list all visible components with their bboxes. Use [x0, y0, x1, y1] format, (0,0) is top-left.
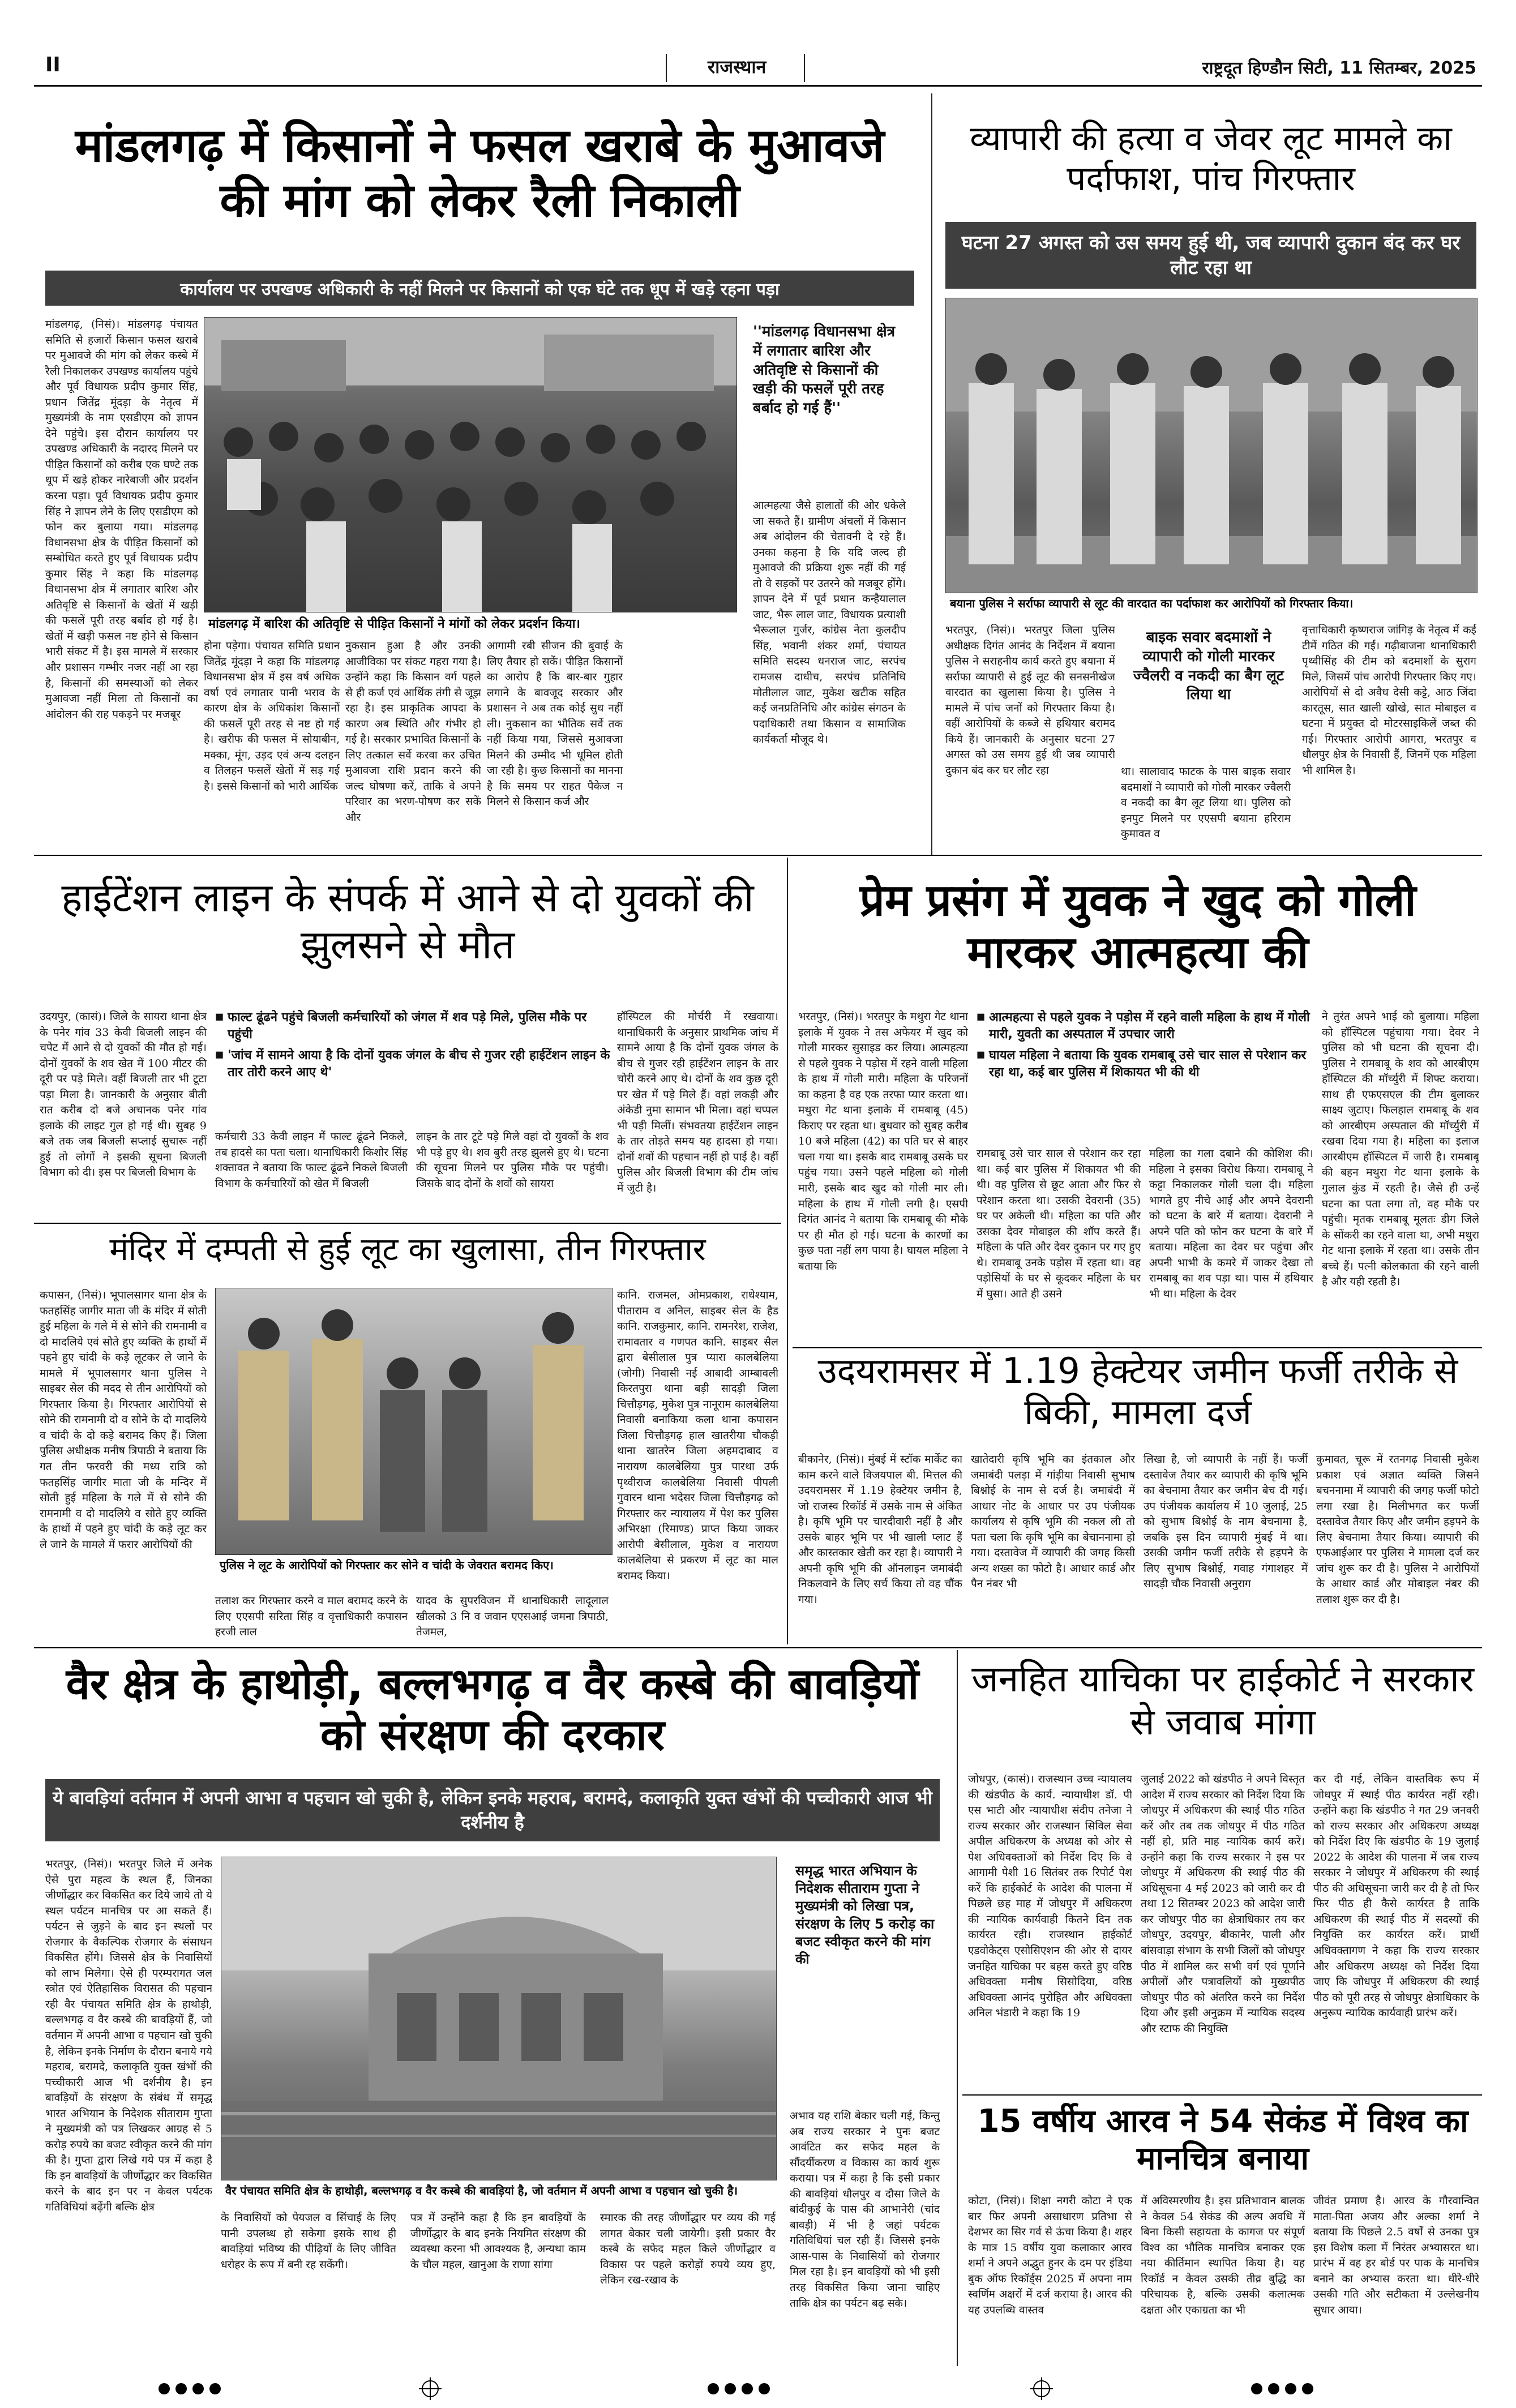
article-hightension	[34, 858, 781, 1220]
col-2: में अविस्मरणीय है। इस प्रतिभावान बालक ने केवल 54 सेकंड की अल्प अवधि में बिना किसी सहायता के कागज पर संपूर्ण विश्व का भौतिक मानचित्र बनाकर एक नया कीर्तिमान स्थापित किया है। यह रिकॉर्ड न केवल उसकी तीव्र बुद्धि का परिचायक है, बल्कि उसकी कलात्मक दक्षता और एकाग्रता का भी	[1141, 2195, 1305, 2316]
divider-row-1	[34, 855, 1482, 856]
crowd-illustration	[204, 318, 736, 612]
col-3: पत्र में उन्होंने कहा है कि इन बावड़ियों के जीर्णोद्धार के बाद इनके नियमित संरक्षण की व्यवस्था करना भी आवश्यक है, अन्यथा काम के चौल महल, खानुआ के राणा सांगा	[410, 2212, 586, 2271]
subheadline: ये बावड़ियां वर्तमान में अपनी आभा व पहचान खो चुकी है, लेकिन इनके महराब, बरामदे, कलाकृति युक्त खंभों की पच्चीकारी आज भी दर्शनीय है	[45, 1779, 940, 1841]
col-1: भरतपुर, (निसं)। भरतपुर के मथुरा गेट थाना इलाके में युवक ने तस अफेयर में खुद को गोली मारकर सुसाइड कर लिया। आत्महत्या से पहले युवक ने पड़ोस में रहने वाली महिला के हाथ में गोली मारी। महिला के परिजनों का कहना है वह एक तरफा प्यार करता था। मथुरा गेट थाना इलाके में रामबाबू (45) किराए पर रहता था। बुधवार को सुबह करीब 10 बजे महिला (42) का पति घर से बाहर चला गया था। इसके बाद रामबाबू उसके घर पहुंच गया। उसने पहले महिला को गोली मारी, इसके बाद खुद को गोली मार ली। महिला के हाथ में गोली लगी है। एसपी दिगंत आनंद ने बताया कि रामबाबू की मौके पर ही मौत हो गई। घटना के कारणों का कुछ पता नहीं लग पाया है। घायल महिला ने बताया कि	[798, 1010, 968, 1272]
pull-quote: बाइक सवार बदमाशों ने व्यापारी को गोली मारकर ज्वैलरी व नकदी का बैग लूट लिया था	[1133, 629, 1284, 704]
col-1: कपासन, (निसं)। भूपालसागर थाना क्षेत्र के फतहसिंह जागीर माता जी के मंदिर में सोती हुई महिला के गले में से सोने की रामनामी व दो मादलिये एवं सोते हुए व्यक्ति के हाथों में पहने हुए चांदी के कड़े लूटकर ले जाने के मामले में भूपालसागर थाना पुलिस ने साइबर सेल की मदद से तीन आरोपियों को गिरफ्तार किया है। गिरफ्तार आरोपियों से सोने की रामनामी दो व सोने के दो मादलिये व चांदी के दो कड़े बरामद किए हैं। जिला पुलिस अधीक्षक मनीष त्रिपाठी ने बताया कि गत तीन फरवरी की मध्य रात्रि को फतहसिंह जागीर माता जी के मन्दिर में सोती हुई महिला के गले में से सोने की रामनामी व दो मादलिये व सोते हुए व्यक्ति के हाथों में पहने हुए चांदी के कड़े लूट कर ले जाने के मामले में फरार आरोपियों की	[40, 1289, 207, 1551]
print-marks-footer	[0, 2372, 1516, 2406]
col-1: कोटा, (निसं)। शिक्षा नगरी कोटा ने एक बार फिर अपनी असाधारण प्रतिभा से देशभर का सिर गर्व से ऊंचा किया है। शहर के मात्र 15 वर्षीय युवा कलाकार आरव शर्मा ने अपने अद्भुत हुनर के दम पर इंडिया बुक ऑफ रिकॉर्ड्स 2025 में अपना नाम स्वर्णिम अक्षरों में दर्ज कराया है। आरव की यह उपलब्धि वास्तव	[968, 2195, 1132, 2316]
article-land-fraud	[793, 1350, 1482, 1644]
col-2: के निवासियों को पेयजल व सिंचाई के लिए पानी उपलब्ध हो सकेगा इसके साथ ही बावड़ियां भविष्य की पीढ़ियों के लिए जीवित धरोहर के रूप में बनी रह सकेंगी।	[221, 2212, 396, 2271]
headline: 15 वर्षीय आरव ने 54 सेकंड में विश्व का मानचित्र बनाया	[977, 2103, 1468, 2178]
col-2: जुलाई 2022 को खंडपीठ ने अपने विस्तृत आदेश में राज्य सरकार को निर्देश दिया कि जोधपुर में अधिकरण की स्थाई पीठ गठित करें और तब तक जोधपुर में पीठ गठित नहीं हो, प्रति माह न्यायिक कार्य करें। उन्होंने कहा कि राज्य सरकार ने इस पर जोधपुर में अधिकरण की स्थाई पीठ की अधिसूचना 4 मई 2023 को जारी कर दी तथा 12 सितम्बर 2023 को आदेश जारी कर जोधपुर पीठ का क्षेत्राधिकार तय कर जोधपुर, उदयपुर, बीकानेर, पाली और बांसवाड़ा संभाग के सभी जिलों को जोधपुर पीठ में शामिल कर सभी वर्ग एवं पूर्णाने अपीलों और पत्रावलियों को मुख्यपीठ जोधपुर पीठ को अंतरित करने का निर्देश दिया और इसी अनुक्रम में न्यायिक सदस्य और स्टाफ की नियुक्ति	[1141, 1773, 1305, 2035]
col-4: कानि. राजमल, ओमप्रकाश, राधेश्याम, पीताराम व अनिल, साइबर सेल के हैड कानि. राजकुमार, कानि. रामनरेश, राजेश, रामावतार व गणपत कानि. साइबर सैल द्वारा बेसीलाल पुत्र प्यारा कालबेलिया (जोगी) निवासी नई आबादी आम्बावली किरतपुरा थाना बड़ी सादड़ी जिला चित्तौड़गढ़, मुकेश पुत्र नानूराम कालबेलिया निवासी बनाकिया कला थाना कपासन जिला चित्तौड़गढ़ हाल खातरीया चौकड़ी थाना खातरेन जिला अहमदाबाद व नारायण कालबेलिया पुत्र पारथा उर्फ पृथ्वीराज कालबेलिया निवासी पीपली गुवारन थाना भदेसर जिला चित्तौड़गढ़ को गिरफ्तार कर न्यायालय में पेश कर पुलिस अभिरक्षा (रिमाण्ड) प्राप्त किया जाकर आरोपी बेसीलाल, मुकेश व नारायण कालबेलिया से प्रकरण में लूट का माल बरामद किया।	[617, 1289, 778, 1582]
article-stepwells	[34, 1650, 951, 2366]
article-temple-robbery	[34, 1226, 781, 1644]
col-1: मांडलगढ़, (निसं)। मांडलगढ़ पंचायत समिति से हजारों किसान फसल खराबे पर मुआवजे की मांग को लेकर कस्बे में रैली निकालकर उपखण्ड कार्यालय पहुंचे और पूर्व विधायक प्रदीप कुमार सिंह, प्रधान जितेंद्र मूंदड़ा के नेतृत्व में मुख्यमंत्री के नाम एसडीएम को ज्ञापन देने पहुंचे। इस दौरान कार्यालय पर उपखण्ड अधिकारी के नदारद मिलने पर पीड़ित किसानों को करीब एक घण्टे तक धूप में खड़े होकर नारेबाजी और प्रदर्शन करना पड़ा। पूर्व विधायक प्रदीप कुमार सिंह ने ज्ञापन लेने के लिए एसडीएम को फोन कर बुलाया गया। मांडलगढ़ विधानसभा क्षेत्र के पीड़ित किसानों को सम्बोधित करते हुए पूर्व विधायक प्रदीप कुमार सिंह ने कहा कि मांडलगढ़ विधानसभा क्षेत्र में लगातार बारिश और अतिवृष्टि से किसानों के खेतों में खड़ी की फसलें पूरी तरह बर्बाद हो गई है। खेतों में खड़ी फसल नष्ट होने से किसान भारी संकट में है। इस मामले में सरकार और प्रशासन गम्भीर नजर नहीं आ रहा है, किसानों की समस्याओं को लेकर मुआवजा नहीं मिला तो किसानों का आंदोलन की राह पकड़ने पर मजबूर	[45, 318, 198, 721]
col-5: आत्महत्या जैसे हालातों की ओर धकेले जा सकते हैं। ग्रामीण अंचलों में किसान अब आंदोलन की चेतावनी दे रहे हैं। उनका कहना है कि यदि जल्द ही मुआवजे की प्रक्रिया शुरू नहीं की गई तो वे सड़कों पर उतरने को मजबूर होंगे। ज्ञापन देने में पूर्व प्रधान कन्हैयालाल जाट, भैरू लाल जाट, विधायक प्रत्याशी भैरूलाल गुर्जर, कांग्रेस नेता कुलदीप सिंह, भवानी शंकर शर्मा, पंचायत समिति सदस्य धनराज जाट, सरपंच रामजस दाधीच, सरपंच प्रतिनिधि मोतीलाल जाट, मुकेश खटीक सहित कई जनप्रतिनिधि और कांग्रेस संगठन के पदाधिकारी तथा किसान व सामाजिक कार्यकर्ता मौजूद थे।	[753, 499, 906, 746]
headline: प्रेम प्रसंग में युवक ने खुद को गोली मारकर आत्महत्या की	[859, 875, 1416, 979]
headline: व्यापारी की हत्या व जेवर लूट मामले का पर्दाफाश, पांच गिरफ्तार	[970, 119, 1452, 199]
divider-top	[931, 93, 932, 855]
col-3: नुकसान हुआ है और उनकी आजीविका पर संकट गहरा गया है। उन्होंने कहा कि किसान वर्ग पहले से ही कर्ज एवं आर्थिक तंगी से जूझ रहा है। इस प्राकृतिक आपदा के कारण अब स्थिति और गंभीर हो गई है। सरकार प्रभावित किसानों के लिए तत्काल सर्वे करवा कर उचित मुआवजा राशि प्रदान करने की जल्द घोषणा करें, ताकि वे अपने परिवार का भरण-पोषण कर सकें और	[345, 640, 481, 824]
highlight-1: ■ फाल्ट ढूंढने पहुंचे बिजली कर्मचारियों को जंगल में शव पड़े मिले, पुलिस मौके पर पहुंची	[215, 1009, 611, 1043]
col-2: खातेदारी कृषि भूमि का इंतकाल और जमाबंदी पलड़ा में गांड़ीया निवासी सुभाष बिश्नोई के नाम से दर्ज है। जमाबंदी में आधार नोट के आधार पर उप पंजीयक कार्यालय से कृषि भूमि की नकल ली तो पता चला कि कृषि भूमि का बेचाननामा हो गया। दस्तावेज में व्यापारी की जगह किसी अन्य शख्स का फोटो है। आधार कार्ड और पैन नंबर भी	[971, 1453, 1135, 1591]
col-3: लाइन के तार टूटे पड़े मिले वहां दो युवकों के शव भी पड़े हुए थे। शव बुरी तरह झुलसे हुए थे। घटना की सूचना मिलने पर पुलिस मौके पर पहुंची। जिसके बाद दोनों के शवों को सायरा	[416, 1130, 609, 1190]
stepwell-illustration	[221, 1857, 776, 2180]
highlight-1: ■ आत्महत्या से पहले युवक ने पड़ोस में रहने वाली महिला के हाथ में गोली मारी, युवती का अस्पताल में उपचार जारी	[977, 1009, 1316, 1043]
subheadline: कार्यालय पर उपखण्ड अधिकारी के नहीं मिलने पर किसानों को एक घंटे तक धूप में खड़े रहना पड़ा	[45, 271, 914, 306]
article-world-map	[962, 2097, 1482, 2366]
photo-caption: मांडलगढ़ में बारिश की अतिवृष्टि से पीड़ित किसानों ने मांगों को लेकर प्रदर्शन किया।	[204, 612, 736, 635]
farmers-rally-photo	[204, 317, 737, 612]
col-1: बीकानेर, (निसं)। मुंबई में स्टॉक मार्केट का काम करने वाले विजयपाल बी. मित्तल की उदयरामसर में 1.19 हेक्टेयर जमीन है, जो राजस्व रिकॉर्ड में उसके नाम से अंकित है। कृषि भूमि पर चारदीवारी नहीं है और उसके बाहर भूमि पर भी खाली प्लाट हैं और कास्तकार खेती कर रहा है। व्यापारी ने अपनी कृषि भूमि की ऑनलाइन जमाबंदी निकलवाने के लिए सर्च किया तो वह चौंक गया।	[798, 1453, 962, 1606]
arrest-photo	[945, 298, 1478, 593]
stepwell-photo	[221, 1857, 777, 2180]
registration-marks	[0, 2372, 1516, 2406]
article-mandalgarh	[34, 91, 926, 855]
headline: हाईटेंशन लाइन के संपर्क में आने से दो युवकों की झुलसने से मौत	[61, 875, 754, 968]
divider-row-3	[34, 1647, 1482, 1648]
pull-quote: समृद्ध भारत अभियान के निदेशक सीताराम गुप्ता ने मुख्यमंत्री को लिखा पत्र, संरक्षण के लिए 5 करोड़ का बजट स्वीकृत करने की मांग की	[795, 1863, 935, 1967]
photo-caption: पुलिस ने लूट के आरोपियों को गिरफ्तार कर सोने व चांदी के जेवरात बरामद किए।	[215, 1555, 611, 1589]
highlights	[215, 1009, 611, 1128]
col-2: तलाश कर गिरफ्तार करने व माल बरामद करने के लिए एएसपी सरिता सिंह व वृत्ताधिकारी कपासन हरजी लाल	[215, 1595, 408, 1639]
headline: वैर क्षेत्र के हाथोड़ी, बल्लभगढ़ व वैर कस्बे की बावड़ियों को संरक्षण की दरकार	[66, 1659, 919, 1760]
col-1: भरतपुर, (निसं)। भरतपुर जिले में अनेक ऐसे पुरा महत्व के स्थल हैं, जिनका जीर्णोद्धार कर विकसित कर दिये जाये तो ये स्थल पर्यटन मानचित्र पर आ सकते हैं। पर्यटन से जुड़ने के बाद इन स्थलों पर रोजगार के वैकल्पिक रोजगार के संसाधन विकसित होंगे। जिससे क्षेत्र के निवासियों को लाभ मिलेगा। ऐसे ही परम्परागत जल स्त्रोत एवं ऐतिहासिक विरासत की पहचान रही वैर पंचायत समिति क्षेत्र के हाथोड़ी, बल्लभगढ़ व वैर कस्बे की बावड़ियों हैं, जो वर्तमान में अपनी आभा व पहचान खो चुकी है, लेकिन इनके निर्माण के दौरान बनाये गये महराब, बरामदे, कलाकृति युक्त खंभों की पच्चीकारी आज भी दर्शनीय है। इन बावड़ियों के संरक्षण के संबंध में समृद्ध भारत अभियान के निदेशक सीताराम गुप्ता ने मुख्यमंत्री को पत्र लिखकर आग्रह से 5 करोड़ रुपये का बजट स्वीकृत करने की मांग की है। गुप्ता द्वारा लिखे गये पत्र में कहा है कि इन बावड़ियों के जीर्णोद्धार कर विकसित करने के बाद इन पर न केवल पर्यटक गतिविधियां बढ़ेंगी बल्कि क्षेत्र	[45, 1858, 212, 2214]
divider-row-2-right	[793, 1347, 1482, 1348]
header-divider-left	[666, 54, 667, 82]
col-3: महिला का गला दबाने की कोशिश की। महिला ने इसका विरोध किया। रामबाबू ने कट्टा निकालकर गोली चला दी। महिला भागते हुए नीचे आई और अपने देवरानी को घटना के बारे में बताया। देवरानी ने अपने पति को फोन कर घटना के बारे में बताया। महिला का देवर घर पहुंचा और अपनी भाभी के कमरे में जाकर देखा तो रामबाबू का शव पड़ा था। पास में हथियार भी था। महिला के देवर	[1149, 1147, 1313, 1300]
pull-quote: ''मांडलगढ़ विधानसभा क्षेत्र में लगातार बारिश और अतिवृष्टि से किसानों की खड़ी की फसलें पूरी तरह बर्बाद हो गई हैं''	[753, 323, 896, 417]
col-3: वृत्ताधिकारी कृष्णराज जांगिड़ के नेतृत्व में कई टीमें गठित की गईं। गढ़ीबाजना थानाधिकारी पृथ्वीसिंह की टीम को बदमाशों के सुराग मिले, जिसमें पांच आरोपी गिरफ्तार किए गए। आरोपियों से दो अवैध देसी कट्टे, आठ जिंदा कारतूस, सात खाली खोखे, सात मोबाइल व घटना में प्रयुक्त दो मोटरसाइकिलें जब्त की गई। गिरफ्तार आरोपी आगरा, भरतपुर व धौलपुर क्षेत्र के निवासी हैं, जिनमें एक महिला भी शामिल है।	[1302, 624, 1476, 777]
col-1: भरतपुर, (निसं)। भरतपुर जिला पुलिस अधीक्षक दिगंत आनंद के निर्देशन में बयाना पुलिस ने सराहनीय कार्य करते हुए बयाना में सर्राफा व्यापारी से हुई लूट की सनसनीखेज वारदात का खुलासा किया है। पुलिस ने मामले में पांच जनों को गिरफ्तार किया है। वहीं आरोपियों के कब्जे से हथियार बरामद किये हैं। जानकारी के अनुसार घटना 27 अगस्त को उस समय हुई थी जब व्यापारी दुकान बंद कर घर लौट रहा	[945, 624, 1115, 777]
divider-mid	[787, 858, 788, 1644]
divider-row-4-right	[962, 2094, 1482, 2096]
headline: उदयरामसर में 1.19 हेक्टेयर जमीन फर्जी तरीके से बिकी, मामला दर्ज	[817, 1350, 1458, 1433]
article-pil-highcourt	[962, 1650, 1482, 2092]
police-arrest-illustration	[946, 298, 1477, 593]
photo-caption: वैर पंचायत समिति क्षेत्र के हाथोड़ी, बल्लभगढ़ व वैर कस्बे की बावड़ियां है, जो वर्तमान में अपनी आभा व पहचान खो चुकी है।	[221, 2180, 776, 2203]
divider-bottom	[957, 1650, 958, 2366]
page-number: II	[45, 53, 61, 76]
col-4: ने तुरंत अपने भाई को बुलाया। महिला को हॉस्पिटल पहुंचाया गया। देवर ने पुलिस को भी घटना की सूचना दी। पुलिस ने रामबाबू के शव को आरबीएम हॉस्पिटल की मॉर्च्युरी में शिफ्ट कराया। साथ ही एफएसएल की टीम बुलाकर साक्ष्य जुटाए। फिलहाल रामबाबू के शव को आरबीएम अस्पताल की मॉर्च्युरी में रखवा दिया गया है। महिला का इलाज आरबीएम हॉस्पिटल में जारी है। रामबाबू की बहन मथुरा गेट थाना इलाके के गुलाल कुंड में रहती है। जैसे ही उन्हें घटना का पता लगा तो, वह मौके पर पहुंची। मृतक रामबाबू मूलतः डीग जिले के सोंकरी का रहने वाला था, अभी मथुरा गेट थाना इलाके में रहता था। उसके तीन बच्चे हैं। पत्नी कोलकाता की रहने वाली है और यही रहती है।	[1322, 1010, 1479, 1288]
highlight-2: ■ घायल महिला ने बताया कि युवक रामबाबू उसे चार साल से परेशान कर रहा था, कई बार पुलिस में शिकायत भी की थी	[977, 1047, 1316, 1081]
subheadline: घटना 27 अगस्त को उस समय हुई थी, जब व्यापारी दुकान बंद कर घर लौट रहा था	[945, 222, 1476, 289]
col-4: आगामी रबी सीजन की बुवाई के लिए तैयार हो सकें। पीड़ित किसानों का आरोप है कि बार-बार गुहार लगाने के बावजूद सरकार और प्रशासन ने अब तक कोई सुध नहीं ली। नुकसान का भौतिक सर्वे तक नहीं किया गया, जिससे मुआवजा मिलने की उम्मीद भी धूमिल होती जा रही है। कुछ किसानों का मानना है कि समय पर राहत पैकेज न मिलने से किसान कर्ज और	[487, 640, 623, 808]
accused-photo	[215, 1288, 613, 1555]
col-2: रामबाबू उसे चार साल से परेशान कर रहा था। कई बार पुलिस में शिकायत भी की थी। वह पुलिस से छूट आता और फिर से परेशान करता था। उसकी देवरानी (35) घर पर अकेली थी। महिला का पति और उसका देवर मोबाइल की शॉप करते हैं। महिला के पति और देवर दुकान पर गए हुए थे। रामबाबू उनके पड़ोस में रहता था। वह पड़ोसियों के घर से कूदकर महिला के घर में घुसा। आते ही उसने	[977, 1147, 1141, 1300]
header-divider-right	[804, 54, 805, 82]
highlight-2: ■ 'जांच में सामने आया है कि दोनों युवक जंगल के बीच से गुजर रही हाईटेंशन लाइन के तार तोरी करने आए थे'	[215, 1047, 611, 1081]
headline: मांडलगढ़ में किसानों ने फसल खराबे के मुआवजे की मांग को लेकर रैली निकाली	[75, 119, 885, 228]
edition-line: राष्ट्रदूत हिण्डौन सिटी, 11 सितम्बर, 2025	[1202, 58, 1476, 78]
col-2: होना पड़ेगा। पंचायत समिति प्रधान जितेंद्र मूंदड़ा ने कहा कि मांडलगढ़ विधानसभा क्षेत्र में इस वर्ष अधिक वर्षा एवं लगातार पानी भराव के कारण क्षेत्र के अधिकांश किसानों की फसलें पूरी तरह से नष्ट हो गई है। खरीफ की फसल में सोयाबीन, मक्का, मूंग, उड़द एवं अन्य दलहन व तिलहन फसलें खेतों में सड़ गई है। इससे किसानों को भारी आर्थिक	[204, 640, 340, 792]
col-4: हॉस्पिटल की मोर्चरी में रखवाया। थानाधिकारी के अनुसार प्राथमिक जांच में सामने आया है कि दोनों युवक जंगल के बीच से गुजर रही हाईटेंशन लाइन के तार चोरी करने आए थे। दोनों के शव कुछ दूरी पर खेत में पड़े मिले हैं। वहां लकड़ी और अंकेडी नुमा सामान भी मिला। वहां चप्पल भी पड़ी मिलीं। संभवतया हाईटेंशन लाइन के तार तोड़ते समय यह हादसा हो गया। दोनों शवों की पहचान नहीं हो पाई है। वहीं पुलिस और बिजली विभाग की टीम जांच में जुटी है।	[617, 1010, 778, 1195]
col-4: कुमावत, चूरू में रतनगढ़ निवासी मुकेश प्रकाश एवं अज्ञात व्यक्ति जिसने बचननामा में व्यापारी की जगह फर्जी फोटो लगा रखा है। मिलीभगत कर फर्जी दस्तावेज तैयार किए और जमीन हड़पने के लिए बेचनामा तैयार किया। व्यापारी की एफआईआर पर पुलिस ने मामला दर्ज कर जांच शुरू कर दी है। पुलिस ने आरोपियों के आधार कार्ड और मोबाइल नंबर की तलाश शुरू कर दी है।	[1316, 1453, 1479, 1606]
header-rule	[34, 85, 1482, 87]
headline: जनहित याचिका पर हाईकोर्ट ने सरकार से जवाब मांगा	[971, 1659, 1474, 1743]
headline: मंदिर में दम्पती से हुई लूट का खुलासा, तीन गिरफ्तार	[109, 1231, 706, 1268]
article-love-affair	[793, 858, 1482, 1344]
police-accused-illustration	[216, 1288, 612, 1554]
page-header	[34, 50, 1488, 84]
col-3: लिखा है, जो व्यापारी के नहीं हैं। फर्जी दस्तावेज तैयार कर व्यापारी की कृषि भूमि का बेचनामा तैयार कर जमीन बेच दी गई। उप पंजीयक कार्यालय में 10 जुलाई, 25 को सुभाष बिश्नोई के नाम बेचनामा है, जबकि इस दिन व्यापारी मुंबई में था। उसकी जमीन फर्जी तरीके से हड़पने के लिए सुभाष बिश्नोई, गवाह गंगाशहर में सादड़ी चौक निवासी अनुराग	[1144, 1453, 1308, 1591]
col-3: यादव के सुपरविजन में थानाधिकारी लादूलाल खीलको 3 नि व जवान एएसआई जमना त्रिपाठी, तेजमल,	[416, 1595, 609, 1639]
photo-caption: बयाना पुलिस ने सर्राफा व्यापारी से लूट की वारदात का पर्दाफाश कर आरोपियों को गिरफ्तार किया।	[945, 593, 1476, 616]
highlights	[977, 1009, 1316, 1139]
col-3: जीवंत प्रमाण है। आरव के गौरवान्वित माता-पिता अजय और अल्का शर्मा ने बताया कि पिछले 2.5 वर्षों से उनका पुत्र इस विशेष कला में निरंतर अभ्यासरत था। प्रारंभ में वह हर बोर्ड पर पाक के मानचित्र बनाने का अभ्यास करता था। धीरे-धीरे उसकी गति और सटीकता में उल्लेखनीय सुधार आया।	[1313, 2195, 1479, 2316]
article-trader-murder	[940, 91, 1482, 855]
divider-row-2-left	[34, 1223, 781, 1224]
col-2: कर्मचारी 33 केवी लाइन में फाल्ट ढूंढने निकले, तब हादसे का पता चला। थानाधिकारी किशोर सिंह शक्तावत ने बताया कि फाल्ट ढूंढने निकले बिजली विभाग के कर्मचारियों को खेत में बिजली	[215, 1130, 408, 1190]
col-4: स्मारक की तरह जीर्णोद्धार पर व्यय की गई लागत बेकार चली जायेगी। इसी प्रकार वैर कस्बे के सफेद महल किले जीर्णोद्धार व विकास पर पहले करोड़ों रुपये व्यय हुए, लेकिन रख-रखाव के	[600, 2212, 776, 2287]
col-1: उदयपुर, (कासं)। जिले के सायरा थाना क्षेत्र के पनेर गांव 33 केवी बिजली लाइन की चपेट में आने से दो युवकों की मौत हो गई। दोनों युवकों के शव खेत में 100 मीटर की दूरी पर पड़े मिले। वहीं बिजली तार भी टूटा पड़ा मिला है। जानकारी के अनुसार बीती रात करीब दो बजे अचानक पनेर गांव इलाके की लाइट गुल हो गई थी। सुबह 9 बजे तक जब बिजली सप्लाई सुचारू नहीं हुई तो लोगों ने इसकी सूचना बिजली विभाग को दी। इस पर बिजली विभाग के	[40, 1010, 207, 1179]
col-1: जोधपुर, (कासं)। राजस्थान उच्च न्यायालय की खंडपीठ के कार्य. न्यायाधीश डॉ. पी एस भाटी और न्यायाधीश संदीप तनेजा ने राज्य सरकार और राजस्थान सिविल सेवा अपील अधिकरण के अध्यक्ष को ओर से पेश अधिवक्ताओं को निर्देश दिए कि वे आगामी पेशी 16 सितंबर तक रिपोर्ट पेश करें कि हाईकोर्ट के आदेश की पालना में पिछले छह माह में जोधपुर में अधिकरण की न्यायिक कार्यवाही कितने दिन तक कार्यरत रही। राजस्थान हाईकोर्ट एडवोकेट्स एसोसिएशन की ओर से दायर जनहित याचिका पर बहस करते हुए वरिष्ठ अधिवक्ता मनीष सिसोदिया, वरिष्ठ अधिवक्ता आनंद पुरोहित और अधिवक्ता अनिल भंडारी ने कहा कि 19	[968, 1773, 1132, 2020]
col-2: था। सालावाद फाटक के पास बाइक सवार बदमाशों ने व्यापारी को गोली मारकर ज्वैलरी व नकदी का बैग लूट लिया था। पुलिस को इनपुट मिलने पर एएसपी बयाना हरिराम कुमावत व	[1121, 765, 1291, 841]
col-3: कर दी गई, लेकिन वास्तविक रूप में जोधपुर में स्थाई पीठ कार्यरत नहीं रही। उन्होंने कहा कि खंडपीठ ने गत 29 जनवरी को राज्य सरकार और अधिकरण अध्यक्ष को निर्देश दिए कि खंडपीठ के 19 जुलाई 2022 के आदेश की पालना में जब राज्य सरकार ने जोधपुर में अधिकरण की स्थाई पीठ की अधिसूचना जारी कर दी है तो फिर फिर पीठ ही कैसे कार्यरत है ताकि अधिकरण की स्थाई पीठ में सदस्यों की नियुक्ति कर कार्यरत करें। प्रार्थी अधिवक्तागण ने कहा कि राज्य सरकार और अधिकरण अध्यक्ष को निर्देश दिया जाए कि जोधपुर में अधिकरण की स्थाई पीठ को पूरी तरह से जोधपुर क्षेत्राधिकार के अनुरूप न्यायिक कार्यवाही प्रारंभ करें।	[1313, 1773, 1479, 2020]
section-name: राजस्थान	[708, 56, 766, 78]
col-5: अभाव यह राशि बेकार चली गई, किन्तु अब राज्य सरकार ने पुनः बजट आवंटित कर सफेद महल के सौंदर्यीकरण व विकास का कार्य शुरू कराया। पत्र में कहा है कि इसी प्रकार की बावड़ियां धौलपुर व दौसा जिले के बांदीकुई के पास की आभानेरी (चांद बावड़ी) में भी है जहां पर्यटक गतिविधियां चल रही हैं। जिससे इनके आस-पास के निवासियों को रोजगार मिल रहा है। इन बावड़ियों को भी इसी तरह विकसित किया जाना चाहिए ताकि क्षेत्र का पर्यटन बढ़ सके।	[790, 2110, 940, 2310]
